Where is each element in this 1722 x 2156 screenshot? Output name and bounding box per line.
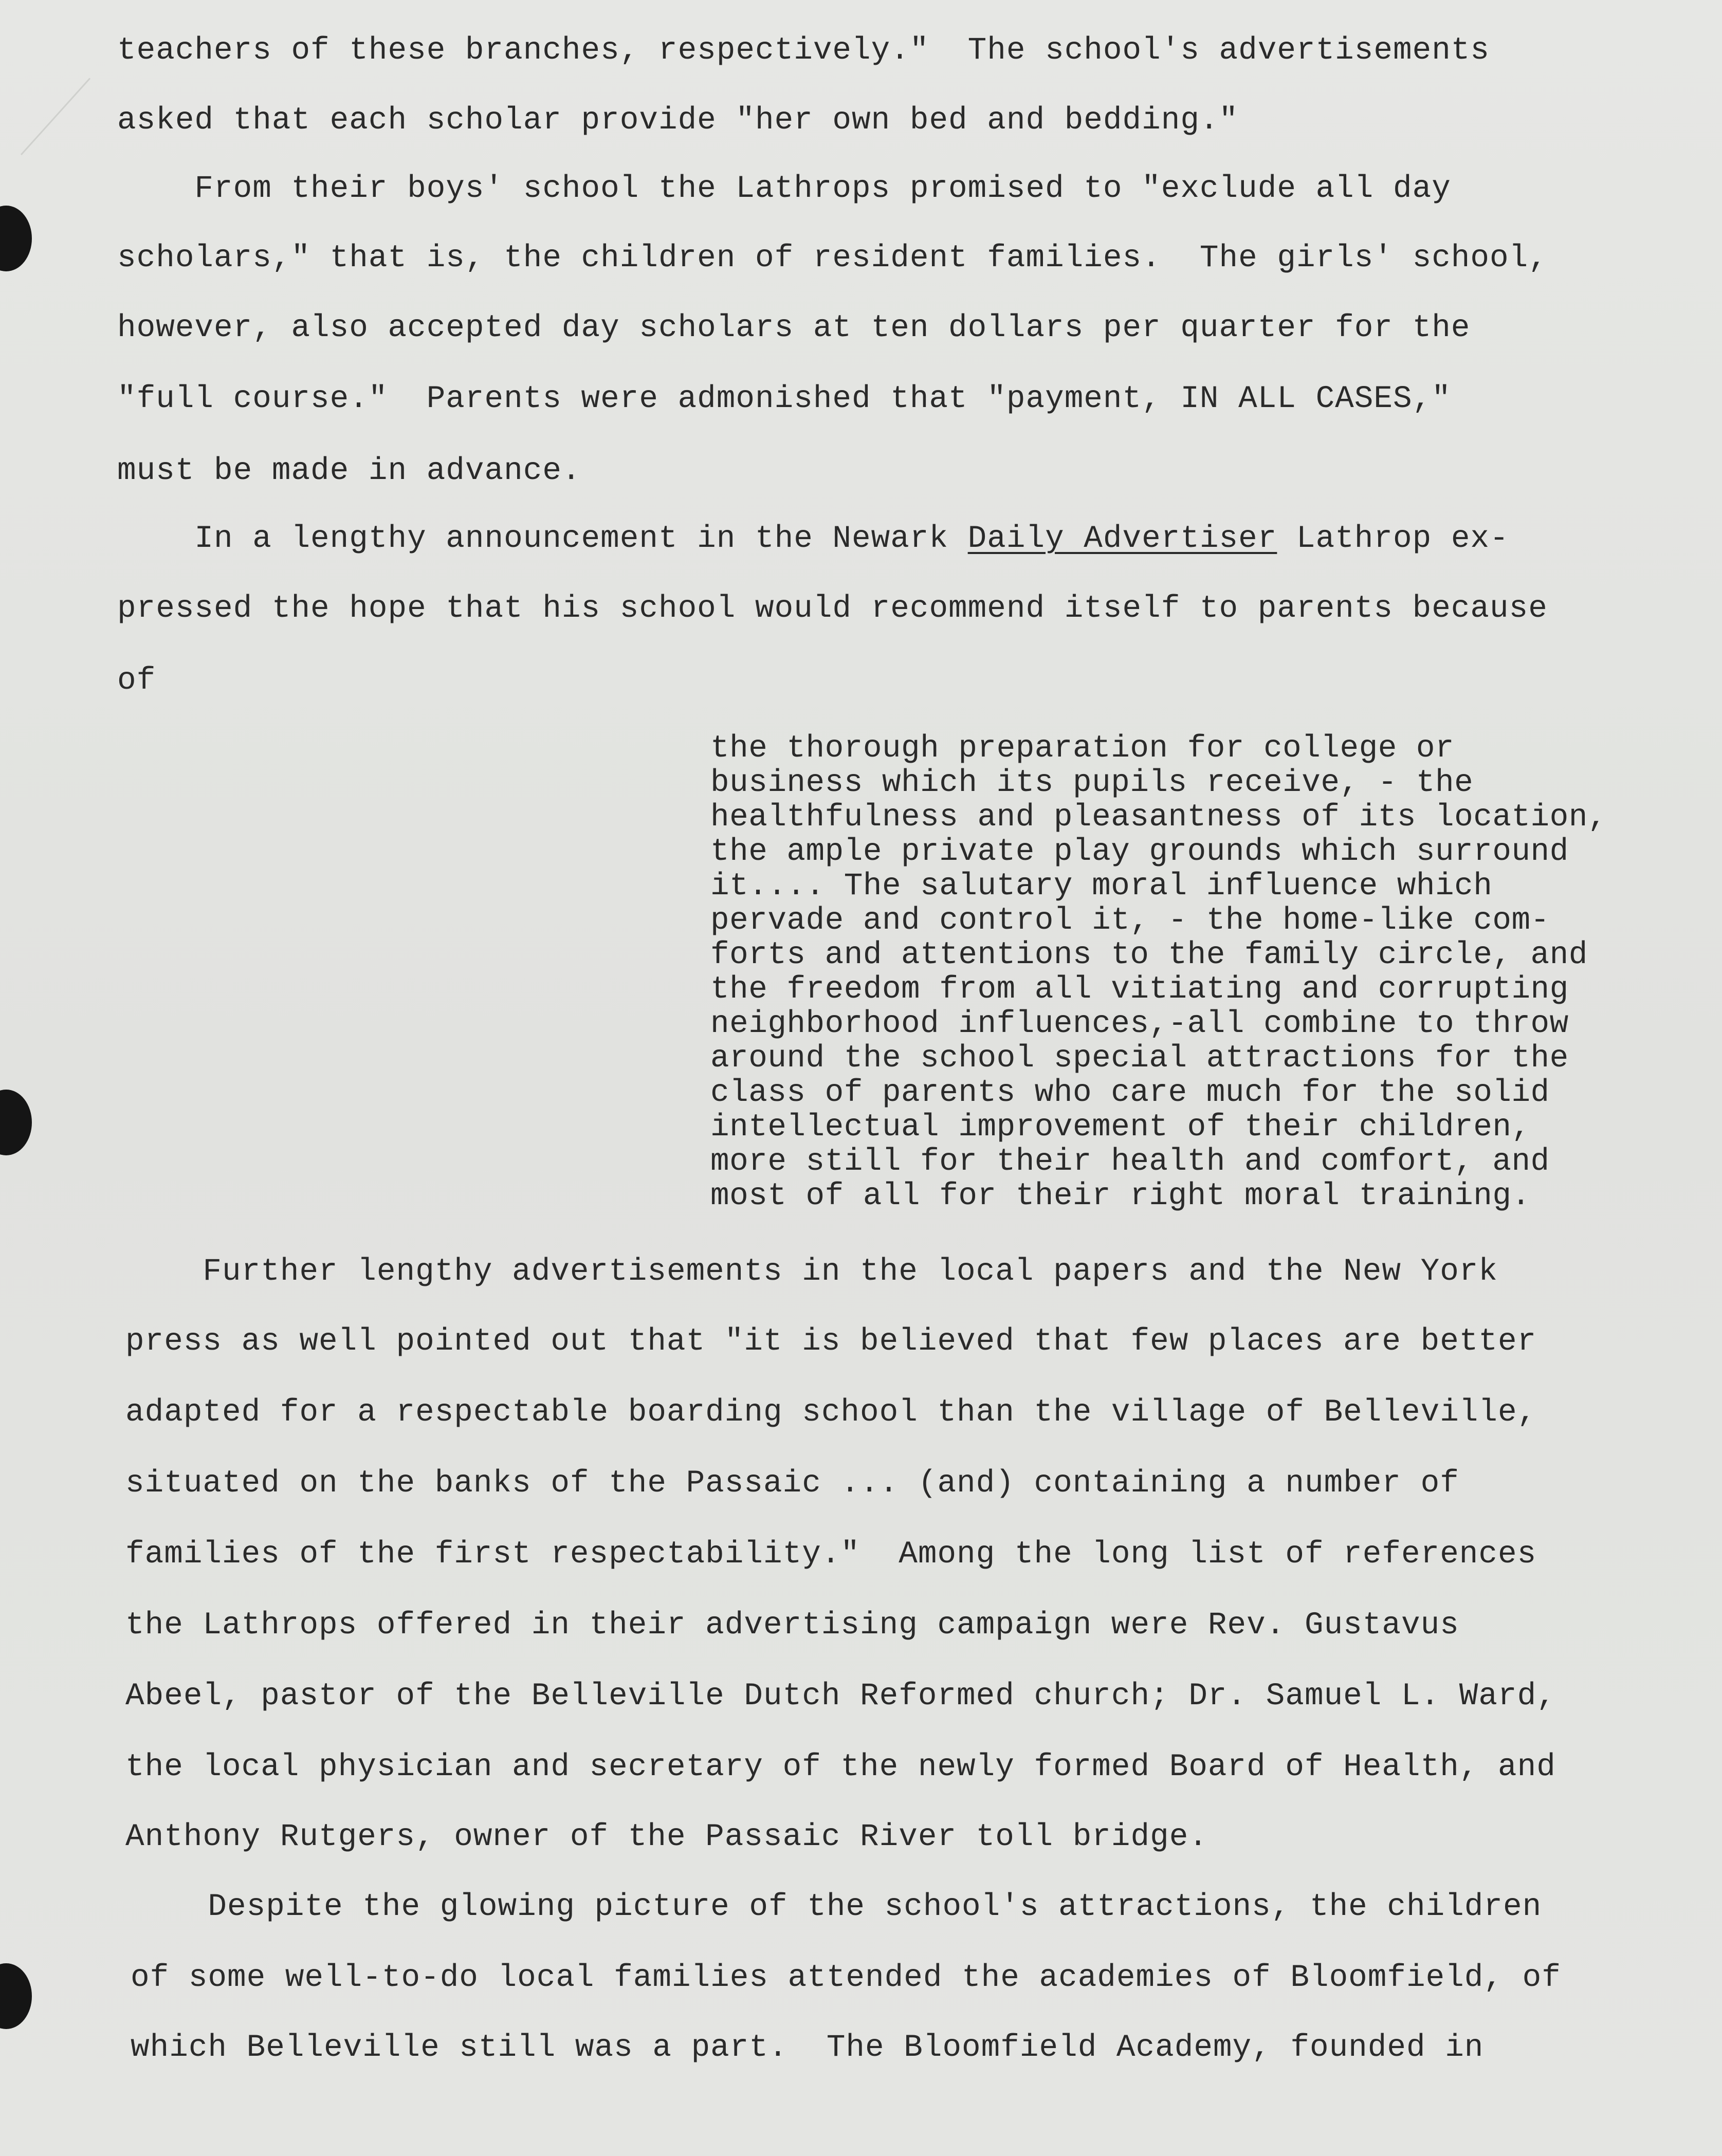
punch-hole-top: [0, 206, 32, 271]
text-line: teachers of these branches, respectively." The school's advertisements: [117, 33, 1490, 68]
quote-line: forts and attentions to the family circle, and: [710, 937, 1588, 973]
text-line: Further lengthy advertisements in the local papers and the New York: [125, 1254, 1498, 1289]
text-line: Despite the glowing picture of the school's attractions, the children: [131, 1889, 1542, 1925]
text-line: of some well-to-do local families attended the academies of Bloomfield, of: [131, 1960, 1561, 1996]
text-line: however, also accepted day scholars at ten dollars per quarter for the: [117, 310, 1471, 346]
text-line: of: [117, 663, 156, 698]
text-line: situated on the banks of the Passaic ... (and) containing a number of: [125, 1466, 1459, 1501]
text-segment: In a lengthy announcement in the Newark: [117, 521, 968, 557]
quote-line: around the school special attractions for the: [710, 1041, 1569, 1076]
text-line: Abeel, pastor of the Belleville Dutch Reformed church; Dr. Samuel L. Ward,: [125, 1679, 1556, 1714]
text-segment: Lathrop ex-: [1277, 521, 1509, 557]
punch-hole-bottom: [0, 1963, 32, 2029]
text-line: "full course." Parents were admonished that "payment, IN ALL CASES,": [117, 381, 1451, 417]
quote-line: the thorough preparation for college or: [710, 731, 1455, 766]
quote-line: business which its pupils receive, - the: [710, 765, 1474, 801]
text-line: the local physician and secretary of the newly formed Board of Health, and: [125, 1749, 1556, 1785]
text-line: the Lathrops offered in their advertising campaign were Rev. Gustavus: [125, 1608, 1459, 1643]
text-line: From their boys' school the Lathrops promised to "exclude all day: [117, 171, 1451, 207]
paper-crease: [21, 78, 90, 155]
quote-line: the freedom from all vitiating and corrupting: [710, 972, 1569, 1007]
quote-line: more still for their health and comfort, and: [710, 1144, 1550, 1180]
text-line: pressed the hope that his school would recommend itself to parents because: [117, 591, 1548, 626]
text-line: asked that each scholar provide "her own bed and bedding.": [117, 103, 1239, 138]
punch-hole-middle: [0, 1090, 32, 1155]
quote-line: healthfulness and pleasantness of its location,: [710, 800, 1607, 835]
quote-line: most of all for their right moral training.: [710, 1178, 1531, 1214]
quote-line: the ample private play grounds which surround: [710, 834, 1569, 870]
text-line: scholars," that is, the children of resident families. The girls' school,: [117, 241, 1548, 276]
text-line: families of the first respectability." Among the long list of references: [125, 1537, 1537, 1572]
text-line: press as well pointed out that "it is believed that few places are better: [125, 1324, 1537, 1359]
text-line-with-title: [117, 521, 1509, 557]
text-line: adapted for a respectable boarding school than the village of Belleville,: [125, 1395, 1537, 1430]
quote-line: neighborhood influences,-all combine to throw: [710, 1006, 1569, 1042]
text-line: must be made in advance.: [117, 453, 581, 489]
quote-line: intellectual improvement of their children,: [710, 1110, 1531, 1145]
text-line: which Belleville still was a part. The Bloomfield Academy, founded in: [131, 2030, 1484, 2066]
quote-line: it.... The salutary moral influence which: [710, 869, 1493, 904]
quote-line: class of parents who care much for the solid: [710, 1075, 1550, 1111]
text-line: Anthony Rutgers, owner of the Passaic River toll bridge.: [125, 1819, 1208, 1855]
quote-line: pervade and control it, - the home-like com-: [710, 903, 1550, 938]
newspaper-title: Daily Advertiser: [967, 521, 1277, 557]
